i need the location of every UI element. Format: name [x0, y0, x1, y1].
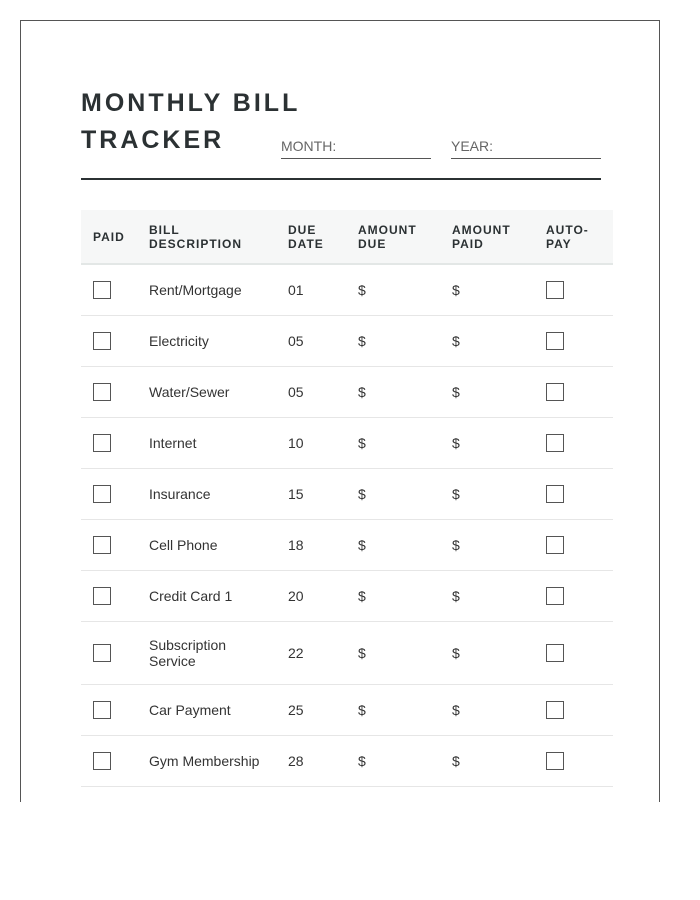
table-row	[81, 417, 613, 468]
bill-description: Water/Sewer	[149, 366, 288, 417]
table-row	[81, 621, 613, 684]
due-date: 20	[288, 570, 358, 621]
table-row	[81, 519, 613, 570]
column-header-due-date: DUE DATE	[288, 210, 358, 264]
due-date: 25	[288, 684, 358, 735]
amount-due[interactable]	[358, 786, 452, 802]
paid-checkbox[interactable]	[93, 644, 111, 662]
paid-checkbox[interactable]	[93, 434, 111, 452]
month-label: MONTH:	[281, 138, 337, 154]
bill-description: Internet	[149, 417, 288, 468]
paid-checkbox[interactable]	[93, 701, 111, 719]
bill-description	[149, 621, 288, 684]
paid-checkbox[interactable]	[93, 281, 111, 299]
paid-checkbox[interactable]	[93, 536, 111, 554]
bill-description-line-1: Subscription	[149, 636, 227, 653]
autopay-checkbox[interactable]	[546, 536, 564, 554]
due-date	[288, 786, 358, 802]
amount-due[interactable]: $	[358, 315, 452, 366]
column-header-autopay: AUTO- PAY	[546, 210, 613, 264]
amount-paid[interactable]: $	[452, 468, 546, 519]
bill-description: Cell Phone	[149, 519, 288, 570]
amount-due[interactable]: $	[358, 468, 452, 519]
header-divider	[81, 178, 601, 180]
paid-checkbox[interactable]	[93, 752, 111, 770]
due-date: 05	[288, 315, 358, 366]
bill-description: Credit Card 1	[149, 570, 288, 621]
amount-paid[interactable]: $	[452, 315, 546, 366]
bill-tracker-sheet	[20, 20, 660, 802]
amount-due[interactable]: $	[358, 735, 452, 786]
due-date: 10	[288, 417, 358, 468]
bill-table	[81, 210, 613, 802]
amount-due[interactable]: $	[358, 417, 452, 468]
paid-checkbox[interactable]	[93, 485, 111, 503]
table-row	[81, 468, 613, 519]
table-row	[81, 264, 613, 315]
amount-due[interactable]: $	[358, 366, 452, 417]
amount-due[interactable]: $	[358, 621, 452, 684]
autopay-checkbox[interactable]	[546, 485, 564, 503]
autopay-checkbox[interactable]	[546, 701, 564, 719]
table-header-row	[81, 210, 613, 264]
table-row	[81, 570, 613, 621]
table-row	[81, 684, 613, 735]
paid-checkbox[interactable]	[93, 332, 111, 350]
month-field[interactable]	[281, 136, 431, 159]
column-header-paid: PAID	[81, 210, 149, 264]
due-date: 01	[288, 264, 358, 315]
amount-due[interactable]: $	[358, 684, 452, 735]
year-label: YEAR:	[451, 138, 494, 154]
bill-description: Gym Membership	[149, 735, 288, 786]
amount-paid[interactable]: $	[452, 519, 546, 570]
header	[81, 81, 601, 181]
bill-description	[149, 786, 288, 802]
column-header-amount-due: AMOUNT DUE	[358, 210, 452, 264]
amount-paid[interactable]: $	[452, 264, 546, 315]
autopay-checkbox[interactable]	[546, 644, 564, 662]
amount-paid[interactable]: $	[452, 570, 546, 621]
amount-due[interactable]: $	[358, 570, 452, 621]
bill-description: Rent/Mortgage	[149, 264, 288, 315]
due-date: 18	[288, 519, 358, 570]
amount-paid[interactable]	[452, 786, 546, 802]
amount-paid[interactable]: $	[452, 684, 546, 735]
table-row	[81, 366, 613, 417]
table-row	[81, 315, 613, 366]
autopay-checkbox[interactable]	[546, 281, 564, 299]
table-row	[81, 786, 613, 802]
autopay-checkbox[interactable]	[546, 332, 564, 350]
bill-description: Car Payment	[149, 684, 288, 735]
amount-due[interactable]: $	[358, 264, 452, 315]
title-line-2: TRACKER	[81, 126, 225, 154]
title-line-1: MONTHLY BILL	[81, 89, 301, 117]
due-date: 22	[288, 621, 358, 684]
bill-description: Insurance	[149, 468, 288, 519]
amount-paid[interactable]: $	[452, 366, 546, 417]
column-header-bill-description: BILL DESCRIPTION	[149, 210, 288, 264]
bill-description: Electricity	[149, 315, 288, 366]
due-date: 15	[288, 468, 358, 519]
year-field[interactable]	[451, 136, 601, 159]
due-date: 05	[288, 366, 358, 417]
column-header-amount-paid: AMOUNT PAID	[452, 210, 546, 264]
page-title	[81, 85, 301, 159]
paid-checkbox[interactable]	[93, 383, 111, 401]
autopay-checkbox[interactable]	[546, 752, 564, 770]
autopay-checkbox[interactable]	[546, 383, 564, 401]
amount-paid[interactable]: $	[452, 735, 546, 786]
table-row	[81, 735, 613, 786]
due-date: 28	[288, 735, 358, 786]
paid-checkbox[interactable]	[93, 587, 111, 605]
autopay-checkbox[interactable]	[546, 587, 564, 605]
autopay-checkbox[interactable]	[546, 434, 564, 452]
amount-paid[interactable]: $	[452, 417, 546, 468]
amount-due[interactable]: $	[358, 519, 452, 570]
bill-description-line-2: Service	[149, 652, 196, 669]
amount-paid[interactable]: $	[452, 621, 546, 684]
